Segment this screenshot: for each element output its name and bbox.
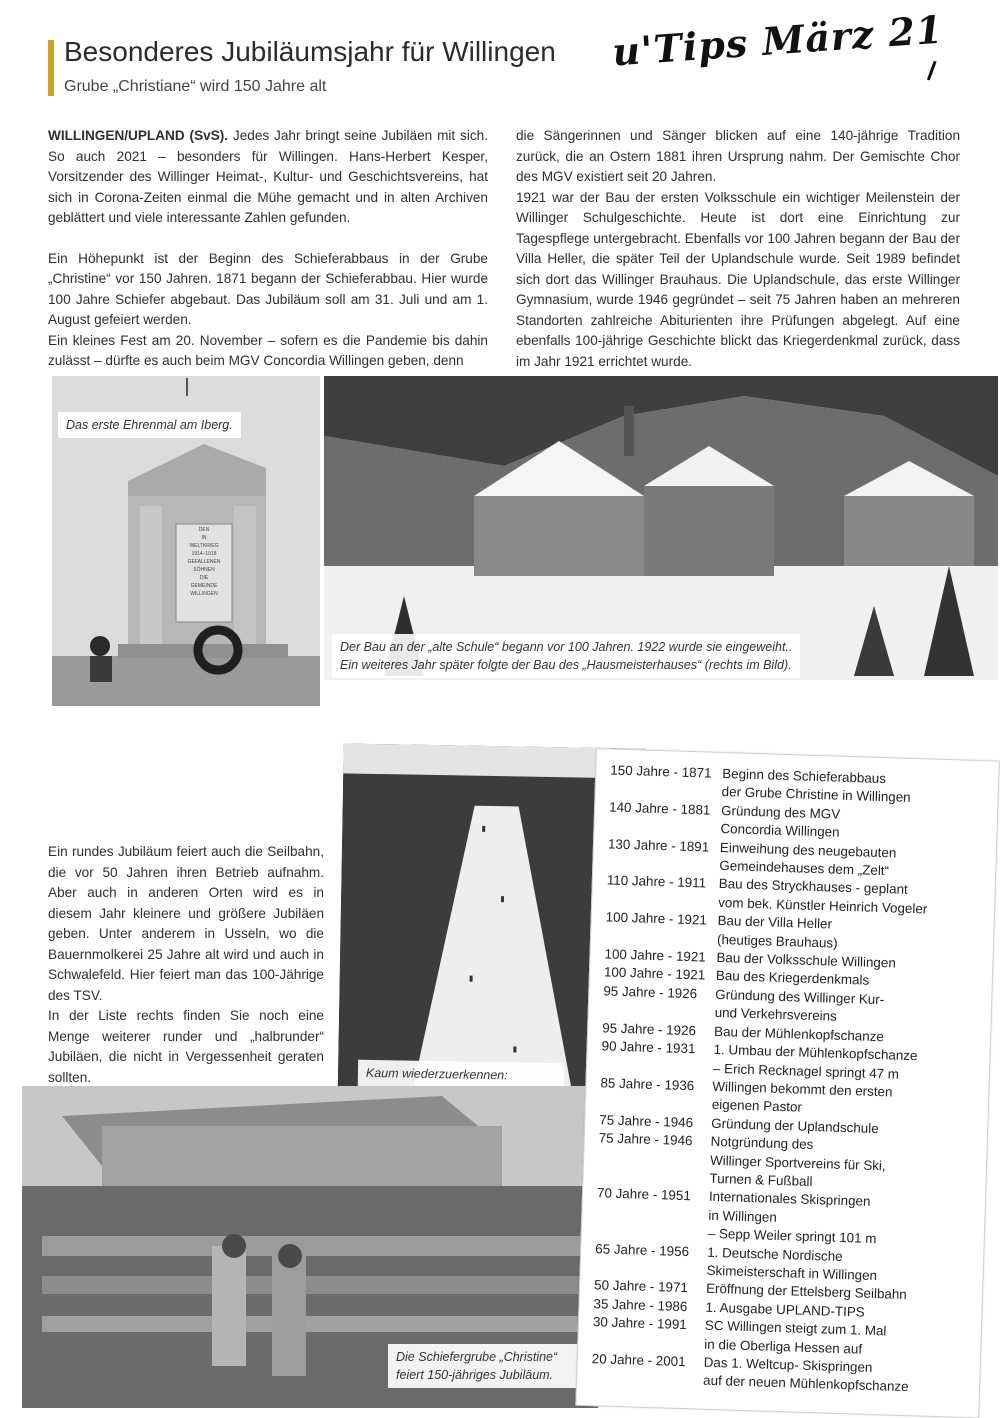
handwritten-note: u'Tips März 21 (610, 6, 945, 75)
anniversary-event: Willingen bekommt den ersten eigenen Pastor (711, 1078, 893, 1115)
school-photo (324, 376, 998, 680)
anniversary-years: 90 Jahre - 1931 (601, 1038, 696, 1057)
anniversary-event: Das 1. Weltcup- Skispringen auf der neuen Mühlenkopfschanze (702, 1354, 909, 1395)
slate-mine-caption-line-2: feiert 150-jähriges Jubiläum. (396, 1368, 554, 1382)
title-accent-bar (48, 40, 54, 96)
anniversary-event: SC Willingen steigt zum 1. Mal in die Oberliga Hessen auf (704, 1317, 887, 1357)
paragraph-schiefer: Ein Höhepunkt ist der Beginn des Schieferabbaus in der Grube „Christine“ vor 150 Jahren. 1871 begann der Schieferabbau. Hier wurde 100 Jahre Schiefer abgebaut. Das Jubiläum soll am 31. Juli und am 1. August gefeiert werden. (48, 250, 488, 327)
anniversary-years: 100 Jahre - 1921 (604, 946, 706, 965)
anniversary-event: Gründung der Uplandschule (711, 1115, 879, 1136)
article-title: Besonderes Jubiläumsjahr für Willingen (64, 36, 556, 67)
anniversary-years: 50 Jahre - 1971 (593, 1277, 689, 1296)
anniversary-event: 1. Umbau der Mühlenkopfschanze – Erich Recknagel springt 47 m (712, 1041, 918, 1082)
anniversary-event: Einweihung des neugebauten Gemeindehauses dem „Zelt“ (719, 839, 897, 879)
anniversary-event: Bau der Volksschule Willingen (716, 949, 897, 971)
anniversary-event: Eröffnung der Ettelsberg Seilbahn (705, 1281, 907, 1303)
anniversary-event: Beginn des Schieferabbaus der Grube Christine in Willingen (721, 765, 911, 806)
paragraph-text: Jedes Jahr bringt seine Jubiläen mit sich. So auch 2021 – besonders für Willingen. Hans-Herbert Kesper, Vorsitzender des Willinger Heimat-, Kultur- und Geschichtsvereins, hat sich in Corona-Zeiten einmal die Mühe gemacht und in alten Archiven geblättert und viele interessante Zahlen gefunden. (48, 128, 488, 225)
article-lower-text (48, 842, 324, 1088)
anniversary-years: 30 Jahre - 1991 (592, 1314, 687, 1333)
anniversary-event: 1. Ausgabe UPLAND-TIPS (705, 1299, 865, 1320)
paragraph-intro (48, 126, 488, 229)
memorial-caption: Das erste Ehrenmal am Iberg. (58, 412, 241, 438)
anniversary-event: Bau des Stryckhauses - geplant vom bek. Künstler Heinrich Vogeler (717, 876, 928, 917)
article-subtitle: Grube „Christiane“ wird 150 Jahre alt (64, 78, 327, 95)
anniversary-years: 150 Jahre - 1871 (610, 762, 712, 781)
anniversary-years: 70 Jahre - 1951 (596, 1185, 692, 1204)
anniversary-event: Gründung des Willinger Kur- und Verkehrsvereins (714, 986, 885, 1024)
anniversary-years: 100 Jahre - 1921 (605, 909, 708, 928)
anniversary-years: 35 Jahre - 1986 (593, 1295, 688, 1314)
anniversary-years: 75 Jahre - 1946 (598, 1130, 693, 1149)
paragraph-schulen: 1921 war der Bau der ersten Volksschule ein wichtiger Meilenstein der Willinger Schulgeschichte. Heute ist dort eine Einrichtung zur Tagespflege untergebracht. Ebenfalls vor 100 Jahren begann der Bau der Villa Heller, die später Teil der Uplandschule wurde. Seit 1989 befindet sich dort das Willinger Brauhaus. Die Uplandschule, das erste Willinger Gymnasium, wurde 1946 gegründet – seit 75 Jahren haben an mehreren Standorten zahlreiche Abiturienten ihre Prüfungen abgelegt. Auf eine ebenfalls 100-jährige Geschichte blickt das Kriegerdenkmal zurück, dass im Jahr 1921 errichtet wurde. (516, 189, 960, 369)
anniversary-years: 20 Jahre - 2001 (591, 1351, 686, 1370)
anniversary-years: 95 Jahre - 1926 (601, 1020, 697, 1038)
anniversary-years: 75 Jahre - 1946 (599, 1112, 694, 1130)
article-right-column (516, 126, 960, 372)
anniversary-event: Bau des Kriegerdenkmals (715, 968, 870, 989)
paragraph-fest: Ein kleines Fest am 20. November – sofern es die Pandemie bis dahin zulässt – dürfte es auch beim MGV Concordia Willingen geben, denn (48, 332, 488, 368)
anniversary-years: 65 Jahre - 1956 (595, 1240, 690, 1259)
anniversary-event: Bau der Villa Heller (heutiges Brauhaus) (716, 913, 838, 951)
anniversary-rows (577, 749, 999, 1399)
school-caption-line-1: Der Bau an der „alte Schule“ begann vor 100 Jahren. 1922 wurde sie eingeweiht.. (340, 640, 793, 654)
paragraph-seilbahn: Ein rundes Jubiläum feiert auch die Seilbahn, die vor 50 Jahren ihren Betrieb aufnahm. Aber auch in anderen Orten wird es in diesem Jahr kleinere und größere Jubiläen geben. Unter anderem in Usseln, wo die Bauernmolkerei 25 Jahre alt wird und auch in Schwalefeld. Hier feiert man das 100-Jährige des TSV. (48, 844, 324, 1003)
anniversary-years: 85 Jahre - 1936 (600, 1075, 695, 1094)
school-caption-line-2: Ein weiteres Jahr später folgte der Bau des „Hausmeisterhauses“ (rechts im Bild). (340, 658, 792, 672)
anniversary-event: 1. Deutsche Nordische Skimeisterschaft in Willingen (706, 1244, 878, 1284)
anniversary-event: Gründung des MGV Concordia Willingen (720, 802, 841, 840)
article-left-column (48, 126, 488, 372)
slate-mine-caption (388, 1344, 584, 1388)
paragraph-mgv: die Sängerinnen und Sänger blicken auf eine 140-jährige Tradition zurück, die an Ostern 1881 ihren Ursprung nahm. Der Gemischte Chor des MGV existiert seit 20 Jahren. (516, 128, 960, 184)
slate-mine-photo (22, 1086, 598, 1408)
anniversary-event: Notgründung des Willinger Sportvereins für Ski, Turnen & Fußball (709, 1133, 886, 1189)
anniversary-event: Internationales Skispringen in Willingen – Sepp Weiler springt 101 m (707, 1189, 877, 1247)
anniversary-event: Bau der Mühlenkopfschanze (713, 1023, 885, 1044)
anniversary-years: 110 Jahre - 1911 (606, 872, 707, 891)
memorial-photo (52, 376, 320, 706)
school-caption (332, 634, 800, 678)
anniversary-years: 95 Jahre - 1926 (603, 983, 698, 1002)
anniversary-years: 100 Jahre - 1921 (603, 964, 706, 984)
anniversary-years: 140 Jahre - 1881 (608, 799, 711, 818)
dateline: WILLINGEN/UPLAND (SvS). (48, 128, 229, 143)
slate-mine-caption-line-1: Die Schiefergrube „Christine“ (396, 1350, 558, 1364)
ski-jump-caption-line-1: Kaum wiederzuerkennen: (365, 1065, 508, 1083)
memorial-plaque-inscription: DEN IN WELTKRIEG 1914–1918 GEFALLENEN SÖHNEN DIE GEMEINDE WILLINGEN (187, 527, 221, 597)
anniversary-years: 130 Jahre - 1891 (607, 836, 710, 855)
paragraph-liste: In der Liste rechts finden Sie noch eine Menge weiterer runder und „halbrunder“ Jubiläen, die nicht in Vergessenheit geraten sollten. (48, 1008, 324, 1085)
handwritten-stroke (927, 61, 944, 84)
anniversary-list (575, 748, 999, 1418)
